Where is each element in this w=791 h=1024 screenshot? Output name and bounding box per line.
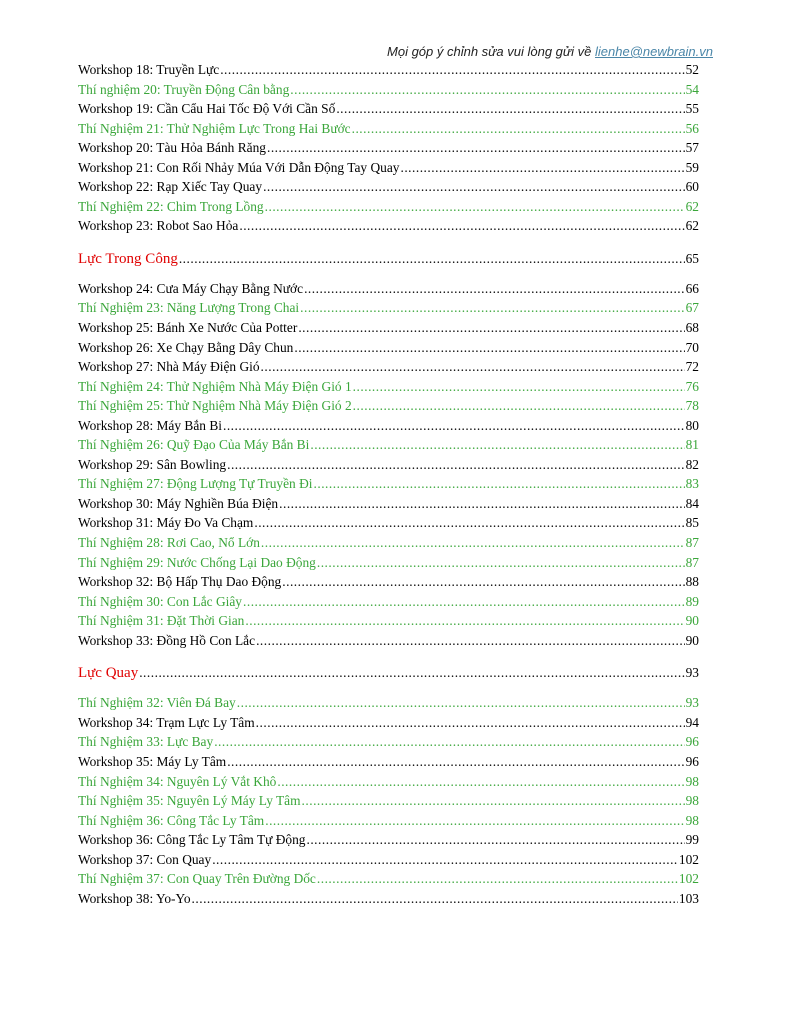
- toc-entry-title: Thí Nghiệm 22: Chim Trong Lồng: [78, 198, 264, 214]
- toc-entry[interactable]: [78, 752, 699, 772]
- toc-entry-title: Workshop 31: Máy Đo Va Chạm: [78, 515, 254, 531]
- toc-dot-leader: [353, 377, 685, 397]
- toc-entry-title: Workshop 38: Yo-Yo: [78, 890, 191, 906]
- toc-dot-leader: [282, 572, 684, 592]
- toc-dot-leader: [227, 752, 684, 772]
- toc-dot-leader: [239, 216, 684, 236]
- toc-dot-leader: [139, 662, 684, 684]
- toc-dot-leader: [314, 474, 685, 494]
- toc-dot-leader: [192, 889, 678, 909]
- toc-entry-title: Workshop 37: Con Quay: [78, 851, 212, 867]
- toc-page-number: 70: [685, 339, 699, 355]
- toc-dot-leader: [279, 494, 684, 514]
- toc-entry-title: Workshop 18: Truyền Lực: [78, 62, 220, 77]
- toc-page-number: 52: [685, 62, 699, 77]
- toc-entry[interactable]: [78, 298, 699, 318]
- toc-page-number: 83: [685, 476, 699, 492]
- toc-entry[interactable]: [78, 177, 699, 197]
- toc-page-number: 54: [685, 81, 699, 97]
- toc-dot-leader: [400, 158, 684, 178]
- toc-page-number: 57: [685, 140, 699, 156]
- toc-page-number: 62: [685, 218, 699, 234]
- toc-page-number: 94: [685, 714, 699, 730]
- toc-page-number: 98: [685, 773, 699, 789]
- toc-entry[interactable]: [78, 713, 699, 733]
- toc-entry[interactable]: [78, 279, 699, 299]
- toc-entry-title: Workshop 25: Bánh Xe Nước Của Potter: [78, 320, 298, 336]
- table-of-contents: [78, 60, 699, 908]
- toc-entry[interactable]: [78, 158, 699, 178]
- toc-page-number: 99: [685, 832, 699, 848]
- toc-dot-leader: [265, 811, 684, 831]
- toc-page-number: 66: [685, 280, 699, 296]
- toc-dot-leader: [223, 416, 685, 436]
- toc-entry[interactable]: [78, 318, 699, 338]
- toc-entry-title: Workshop 32: Bộ Hấp Thụ Dao Động: [78, 574, 282, 590]
- toc-entry-title: Thí Nghiệm 33: Lực Bay: [78, 734, 214, 750]
- toc-entry[interactable]: [78, 631, 699, 651]
- toc-page-number: 102: [678, 871, 699, 887]
- toc-entry-title: Thí Nghiệm 26: Quỹ Đạo Của Máy Bắn Bi: [78, 437, 310, 453]
- toc-entry[interactable]: [78, 732, 699, 752]
- toc-entry-title: Workshop 26: Xe Chạy Bằng Dây Chun: [78, 339, 294, 355]
- toc-dot-leader: [265, 197, 685, 217]
- toc-dot-leader: [179, 248, 685, 270]
- toc-page-number: 90: [685, 632, 699, 648]
- toc-dot-leader: [261, 357, 685, 377]
- toc-dot-leader: [256, 631, 685, 651]
- toc-dot-leader: [267, 138, 685, 158]
- toc-entry-title: Thí Nghiệm 36: Công Tắc Ly Tâm: [78, 812, 265, 828]
- toc-entry[interactable]: [78, 138, 699, 158]
- toc-dot-leader: [254, 513, 684, 533]
- toc-entry[interactable]: [78, 889, 699, 909]
- toc-entry-title: Thí Nghiệm 34: Nguyên Lý Vắt Khô: [78, 773, 277, 789]
- contact-email-link[interactable]: lienhe@newbrain.vn: [595, 44, 713, 59]
- toc-dot-leader: [290, 80, 684, 100]
- toc-entry[interactable]: [78, 611, 699, 631]
- toc-dot-leader: [306, 830, 684, 850]
- toc-entry[interactable]: [78, 435, 699, 455]
- toc-dot-leader: [212, 850, 678, 870]
- toc-page-number: 67: [685, 300, 699, 316]
- toc-page-number: 80: [685, 417, 699, 433]
- toc-entry-title: Workshop 20: Tàu Hỏa Bánh Răng: [78, 140, 266, 156]
- toc-page-number: 60: [685, 179, 699, 195]
- toc-entry-title: Workshop 29: Sân Bowling: [78, 456, 227, 472]
- toc-section-heading[interactable]: [78, 662, 699, 684]
- toc-dot-leader: [310, 435, 684, 455]
- toc-entry-title: Workshop 23: Robot Sao Hỏa: [78, 218, 239, 234]
- toc-entry[interactable]: [78, 533, 699, 553]
- toc-entry-title: Workshop 21: Con Rối Nhảy Múa Với Dẫn Động Tay Quay: [78, 159, 400, 175]
- toc-entry-title: Workshop 22: Rạp Xiếc Tay Quay: [78, 179, 263, 195]
- toc-page-number: 87: [685, 535, 699, 551]
- toc-entry[interactable]: [78, 216, 699, 236]
- toc-entry-title: Workshop 27: Nhà Máy Điện Gió: [78, 359, 260, 375]
- toc-entry[interactable]: [78, 377, 699, 397]
- toc-page-number: 87: [685, 554, 699, 570]
- toc-entry-title: Workshop 36: Công Tắc Ly Tâm Tự Động: [78, 832, 306, 848]
- toc-entry-title: Thí Nghiệm 24: Thử Nghiệm Nhà Máy Điện Gió 1: [78, 378, 352, 394]
- toc-entry[interactable]: [78, 357, 699, 377]
- toc-page-number: 84: [685, 495, 699, 511]
- toc-entry[interactable]: [78, 99, 699, 119]
- page-header-note: [387, 44, 713, 59]
- toc-page-number: 102: [678, 851, 699, 867]
- toc-dot-leader: [263, 177, 685, 197]
- toc-entry-title: Workshop 19: Cần Cẩu Hai Tốc Độ Với Cần Số: [78, 101, 336, 117]
- toc-entry-title: Thí Nghiệm 37: Con Quay Trên Đường Dốc: [78, 871, 316, 887]
- toc-dot-leader: [304, 279, 685, 299]
- toc-page-number: 88: [685, 574, 699, 590]
- toc-entry[interactable]: [78, 811, 699, 831]
- toc-dot-leader: [294, 338, 684, 358]
- toc-page-number: 98: [685, 812, 699, 828]
- toc-entry[interactable]: [78, 396, 699, 416]
- toc-entry-title: Thí Nghiệm 21: Thử Nghiệm Lực Trong Hai Bước: [78, 120, 351, 136]
- toc-dot-leader: [298, 318, 684, 338]
- toc-dot-leader: [277, 772, 684, 792]
- toc-page-number: 90: [685, 613, 699, 629]
- toc-page-number: 93: [685, 695, 699, 711]
- toc-dot-leader: [220, 60, 684, 80]
- toc-page-number: 62: [685, 198, 699, 214]
- toc-entry[interactable]: [78, 119, 699, 139]
- toc-dot-leader: [243, 592, 685, 612]
- toc-entry[interactable]: [78, 850, 699, 870]
- toc-page-number: 82: [685, 456, 699, 472]
- toc-dot-leader: [352, 119, 685, 139]
- toc-entry-title: Workshop 24: Cưa Máy Chạy Bằng Nước: [78, 280, 304, 296]
- toc-dot-leader: [256, 713, 685, 733]
- toc-entry[interactable]: [78, 592, 699, 612]
- toc-entry-title: Thí Nghiệm 29: Nước Chống Lại Dao Động: [78, 554, 316, 570]
- toc-entry[interactable]: [78, 80, 699, 100]
- toc-entry[interactable]: [78, 513, 699, 533]
- toc-dot-leader: [353, 396, 685, 416]
- toc-dot-leader: [317, 553, 685, 573]
- toc-dot-leader: [245, 611, 684, 631]
- toc-entry[interactable]: [78, 416, 699, 436]
- toc-entry[interactable]: [78, 572, 699, 592]
- toc-entry-title: Workshop 33: Đồng Hồ Con Lắc: [78, 632, 256, 648]
- toc-entry[interactable]: [78, 338, 699, 358]
- toc-page-number: 103: [678, 890, 699, 906]
- toc-page-number: 85: [685, 515, 699, 531]
- toc-page-number: 96: [685, 734, 699, 750]
- toc-entry[interactable]: [78, 772, 699, 792]
- toc-entry[interactable]: [78, 693, 699, 713]
- toc-entry[interactable]: [78, 791, 699, 811]
- toc-dot-leader: [302, 791, 685, 811]
- toc-dot-leader: [317, 869, 678, 889]
- toc-dot-leader: [214, 732, 684, 752]
- toc-entry-title: Workshop 28: Máy Bắn Bi: [78, 417, 222, 433]
- toc-dot-leader: [261, 533, 685, 553]
- toc-entry[interactable]: [78, 60, 699, 80]
- toc-entry-title: Thí Nghiệm 23: Năng Lượng Trong Chai: [78, 300, 300, 316]
- toc-page-number: 89: [685, 593, 699, 609]
- toc-page-number: 96: [685, 753, 699, 769]
- toc-page-number: 78: [685, 398, 699, 414]
- toc-entry-title: Thí nghiệm 20: Truyền Động Cân bằng: [78, 81, 290, 97]
- toc-page-number: 59: [685, 159, 699, 175]
- toc-entry-title: Lực Quay: [78, 665, 139, 682]
- toc-entry[interactable]: [78, 494, 699, 514]
- toc-entry-title: Thí Nghiệm 28: Rơi Cao, Nổ Lớn: [78, 535, 260, 551]
- toc-dot-leader: [336, 99, 684, 119]
- toc-section-heading[interactable]: [78, 248, 699, 270]
- toc-entry[interactable]: [78, 474, 699, 494]
- toc-page-number: 93: [685, 665, 699, 681]
- toc-page-number: 56: [685, 120, 699, 136]
- header-note-text: Mọi góp ý chỉnh sửa vui lòng gửi về: [387, 44, 595, 59]
- toc-dot-leader: [237, 693, 685, 713]
- toc-page-number: 65: [685, 250, 699, 266]
- toc-page-number: 72: [685, 359, 699, 375]
- toc-page-number: 98: [685, 793, 699, 809]
- toc-page-number: 68: [685, 320, 699, 336]
- toc-page-number: 55: [685, 101, 699, 117]
- toc-entry-title: Thí Nghiệm 27: Động Lượng Tự Truyền Đi: [78, 476, 313, 492]
- toc-page-number: 76: [685, 378, 699, 394]
- toc-entry-title: Workshop 30: Máy Nghiền Búa Điện: [78, 495, 279, 511]
- toc-entry-title: Lực Trong Công: [78, 250, 178, 267]
- toc-dot-leader: [300, 298, 684, 318]
- toc-entry-title: Thí Nghiệm 30: Con Lắc Giây: [78, 593, 243, 609]
- toc-entry-title: Thí Nghiệm 31: Đặt Thời Gian: [78, 613, 245, 629]
- toc-entry-title: Workshop 34: Trạm Lực Ly Tâm: [78, 714, 255, 730]
- toc-page-number: 81: [685, 437, 699, 453]
- toc-dot-leader: [227, 455, 685, 475]
- toc-entry-title: Thí Nghiệm 25: Thử Nghiệm Nhà Máy Điện Gió 2: [78, 398, 352, 414]
- toc-entry-title: Thí Nghiệm 35: Nguyên Lý Máy Ly Tâm: [78, 793, 301, 809]
- toc-entry[interactable]: [78, 869, 699, 889]
- toc-entry[interactable]: [78, 455, 699, 475]
- toc-entry[interactable]: [78, 197, 699, 217]
- toc-entry[interactable]: [78, 553, 699, 573]
- toc-entry[interactable]: [78, 830, 699, 850]
- toc-entry-title: Thí Nghiệm 32: Viên Đá Bay: [78, 695, 236, 711]
- toc-entry-title: Workshop 35: Máy Ly Tâm: [78, 753, 227, 769]
